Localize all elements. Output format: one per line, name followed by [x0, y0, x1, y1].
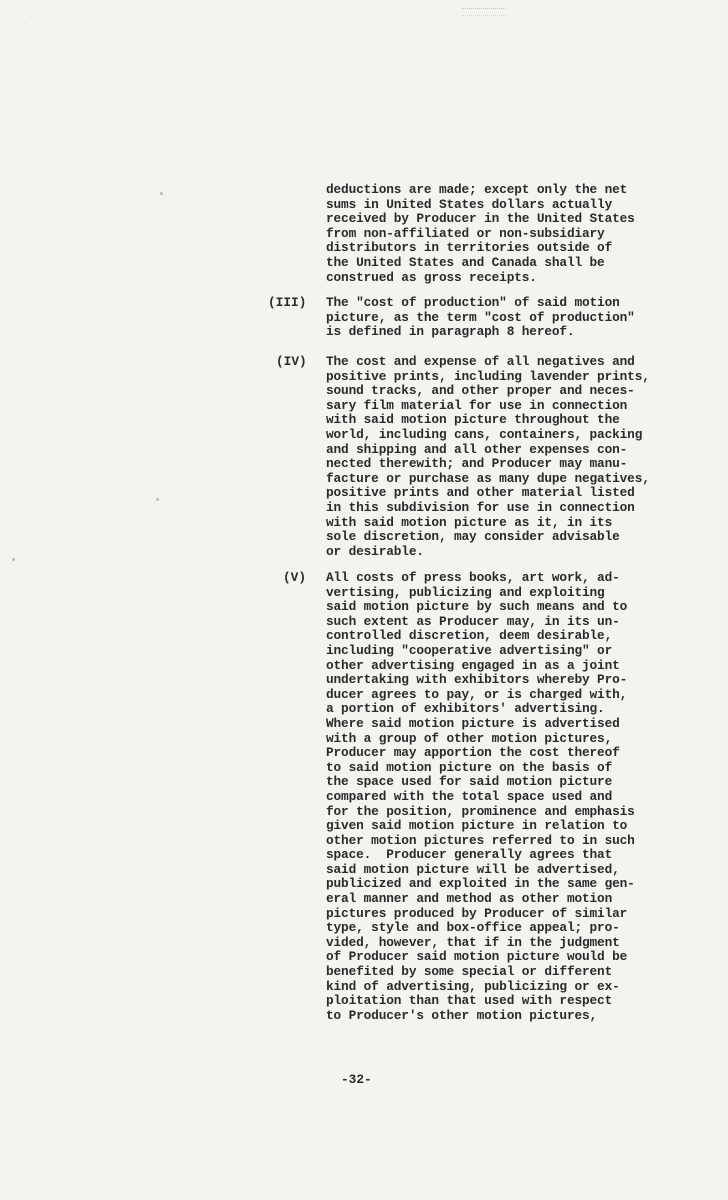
item-text-iii: The "cost of production" of said motion picture, as the term "cost of production" is defined in paragraph 8 hereof. [326, 295, 635, 340]
item-number-iv: (IV) [276, 354, 307, 369]
item-number-iii: (III) [268, 295, 307, 310]
header-smudge [462, 8, 506, 16]
page-number: -32- [341, 1072, 372, 1087]
item-number-v: (V) [283, 570, 307, 585]
margin-dot [160, 192, 163, 195]
continuation-paragraph: deductions are made; except only the net sums in United States dollars actually received by Producer in the United States from non-affiliated or non-subsidiary distributors in territories outside of the United States and Canada shall be construed as gross receipts. [326, 182, 635, 285]
item-text-v: All costs of press books, art work, ad- vertising, publicizing and exploiting said motion picture by such means and to such extent as Producer may, in its un- controlled discretion, deem desirable, including "cooperative advertising" or other advertising engaged in as a joint undertaking with exhibitors whereby Pro- ducer agrees to pay, or is charged with, a portion of exhibitors' advertising. Where said motion picture is advertised with a group of other motion pictures, Producer may apportion the cost thereof to said motion picture on the basis of the space used for said motion picture compared with the total space used and for the position, prominence and emphasis given said motion picture in relation to other motion pictures referred to in such space. Producer generally agrees that said motion picture will be advertised, publicized and exploited in the same gen- eral manner and method as other motion pictures produced by Producer of similar type, style and box-office appeal; pro- vided, however, that if in the judgment of Producer said motion picture would be benefited by some special or different kind of advertising, publicizing or ex- ploitation than that used with respect to Producer's other motion pictures, [326, 570, 635, 1023]
margin-dot [12, 558, 15, 561]
scan-specks: · · · [22, 20, 77, 29]
margin-dot [156, 498, 159, 501]
item-text-iv: The cost and expense of all negatives and positive prints, including lavender prints, sound tracks, and other proper and neces- sary film material for use in connection with said motion picture throughout the world, including cans, containers, packing and shipping and all other expenses con- nected therewith; and Producer may manu- facture or purchase as many dupe negatives, positive prints and other material listed in this subdivision for use in connection with said motion picture as it, in its sole discretion, may consider advisable or desirable. [326, 354, 650, 559]
